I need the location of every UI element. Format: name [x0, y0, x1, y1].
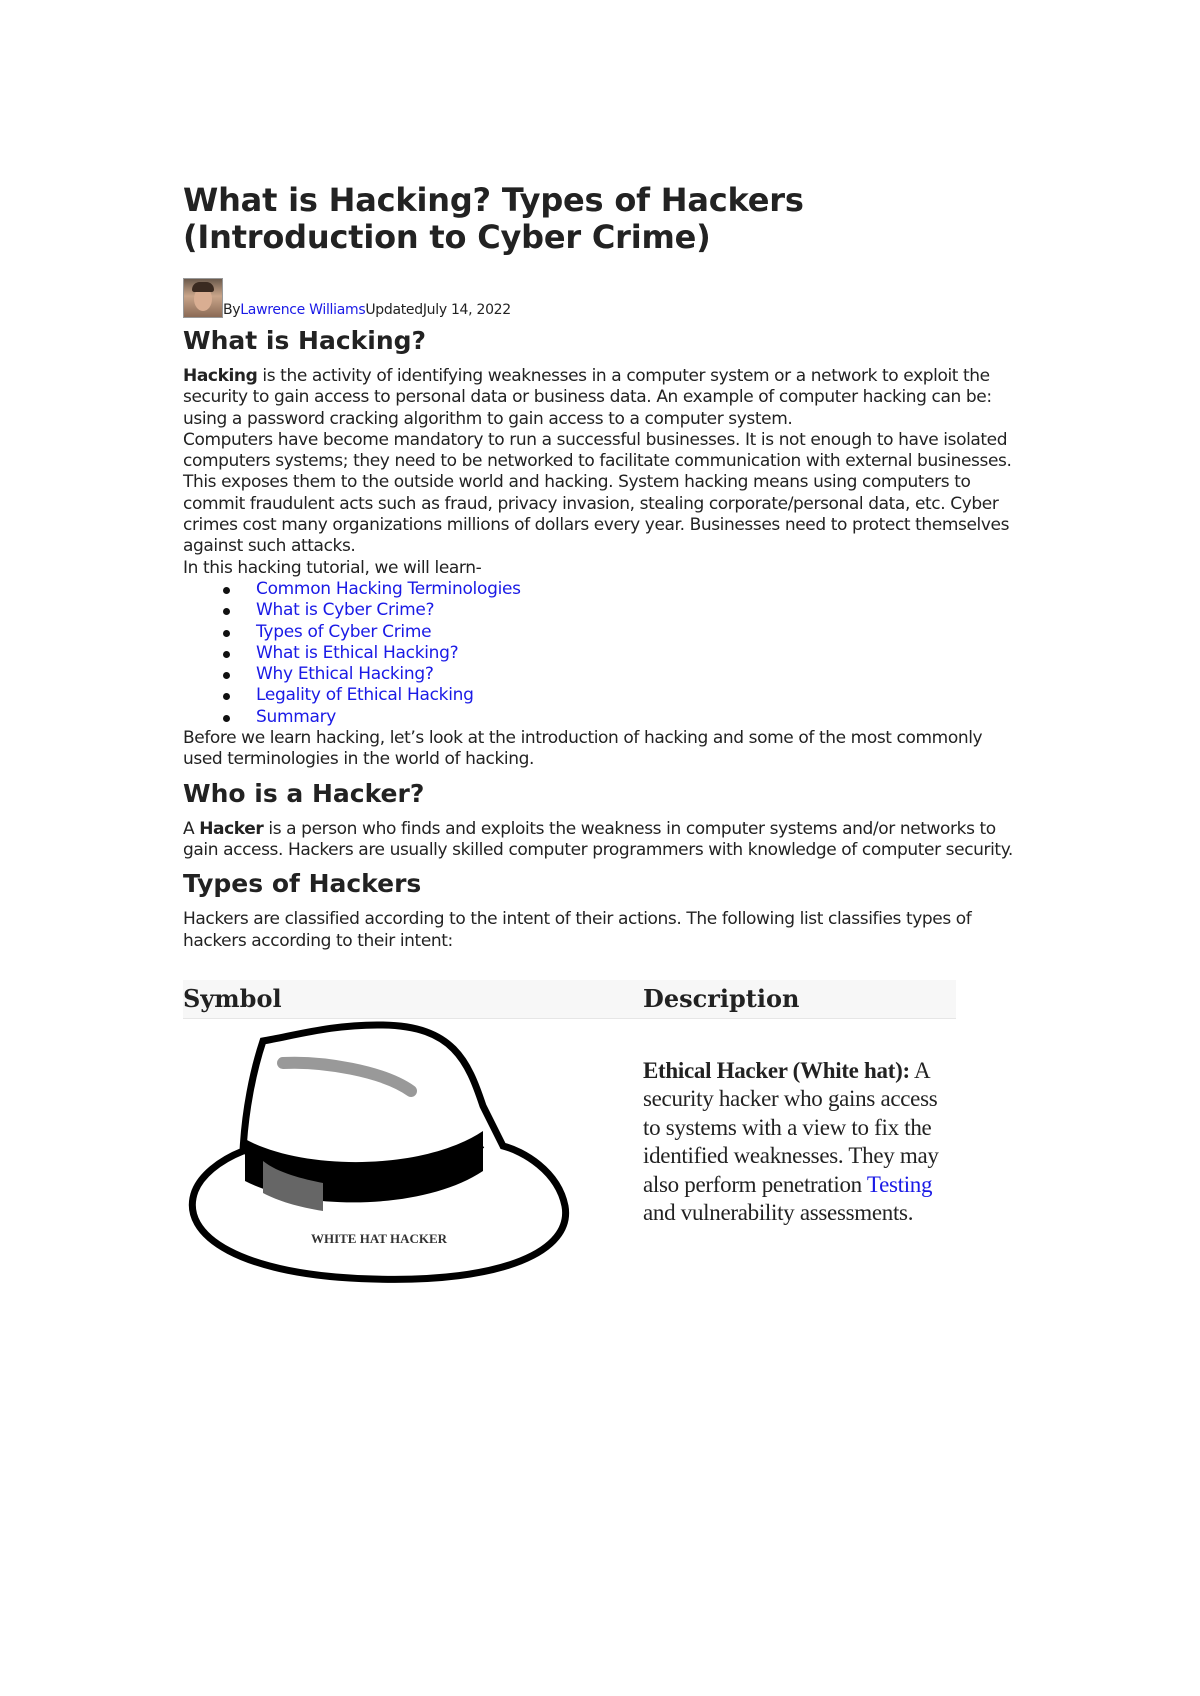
- author-avatar[interactable]: [183, 278, 223, 318]
- page-title: What is Hacking? Types of Hackers (Introduction to Cyber Crime): [183, 181, 804, 256]
- toc-item: [256, 643, 1023, 664]
- toc-item: [256, 707, 1023, 728]
- paragraph: In this hacking tutorial, we will learn-: [183, 557, 482, 578]
- heading-who-is-a-hacker: Who is a Hacker?: [183, 778, 425, 808]
- heading-types-of-hackers: Types of Hackers: [183, 869, 422, 899]
- toc-item: [256, 622, 1023, 643]
- testing-link[interactable]: Testing: [866, 1171, 933, 1197]
- toc-link[interactable]: Why Ethical Hacking?: [256, 664, 434, 685]
- column-header-description: Description: [643, 980, 956, 1019]
- white-hat-image: [183, 1021, 575, 1291]
- paragraph: Before we learn hacking, let’s look at the introduction of hacking and some of the most commonly used terminologies in the world of hacking.: [183, 728, 983, 770]
- author-link[interactable]: Lawrence Williams: [240, 302, 366, 318]
- toc-link[interactable]: Types of Cyber Crime: [256, 621, 432, 642]
- byline: [183, 278, 1023, 318]
- column-header-symbol: Symbol: [183, 980, 643, 1019]
- description-end: and vulnerability assessments.: [643, 1200, 914, 1226]
- toc-item: [256, 579, 1023, 600]
- paragraph-text: is a person who finds and exploits the weakness in computer systems and/or networks to gain access. Hackers are usually skilled computer programmers with knowledge of computer security.: [183, 818, 1013, 860]
- toc-link[interactable]: Legality of Ethical Hacking: [256, 685, 474, 706]
- hat-caption: WHITE HAT HACKER: [310, 1230, 448, 1246]
- toc-link[interactable]: What is Ethical Hacking?: [256, 642, 459, 663]
- paragraph: Hackers are classified according to the intent of their actions. The following list classifies types of hackers according to their intent:: [183, 909, 972, 951]
- toc-item: [256, 664, 1023, 685]
- term-ethical-hacker: Ethical Hacker (White hat):: [643, 1057, 910, 1083]
- paragraph: [183, 366, 1023, 430]
- table-row: [183, 1018, 956, 1295]
- description-cell: [643, 1018, 956, 1295]
- paragraph: Computers have become mandatory to run a successful businesses. It is not enough to have isolated computers systems; they need to be networked to facilitate communication with external businesses. This exposes them to the outside world and hacking. System hacking means using computers to commit fraudulent acts such as fraud, privacy invasion, stealing corporate/personal data, etc. Cyber crimes cost many organizations millions of dollars every year. Businesses need to protect themselves against such attacks.: [183, 429, 1012, 557]
- article: [183, 182, 1023, 1295]
- toc-item: [256, 685, 1023, 706]
- paragraph-text: A: [183, 818, 200, 839]
- toc-link[interactable]: Common Hacking Terminologies: [256, 578, 521, 599]
- toc-item: [256, 600, 1023, 621]
- updated-label: Updated: [365, 302, 423, 318]
- term-hacker: Hacker: [199, 818, 264, 839]
- symbol-cell: [183, 1018, 643, 1295]
- description-text: [643, 1019, 943, 1228]
- by-label: By: [223, 302, 241, 318]
- table-of-contents: [183, 579, 1023, 728]
- toc-link[interactable]: Summary: [256, 706, 337, 727]
- paragraph: [183, 819, 1023, 862]
- description-body: A security hacker who gains access to systems with a view to fix the identified weaknesses. They may also perform penetration: [643, 1057, 939, 1197]
- toc-link[interactable]: What is Cyber Crime?: [256, 600, 435, 621]
- term-hacking: Hacking: [183, 366, 258, 386]
- heading-what-is-hacking: What is Hacking?: [183, 326, 427, 355]
- table-header-row: [183, 980, 956, 1019]
- paragraph-text: is the activity of identifying weaknesses in a computer system or a network to exploit the security to gain access to personal data or business data. An example of computer hacking can be: using a password cracking algorithm to gain access to a computer system.: [183, 366, 992, 429]
- hacker-types-table: [183, 980, 956, 1295]
- updated-date: July 14, 2022: [422, 302, 511, 318]
